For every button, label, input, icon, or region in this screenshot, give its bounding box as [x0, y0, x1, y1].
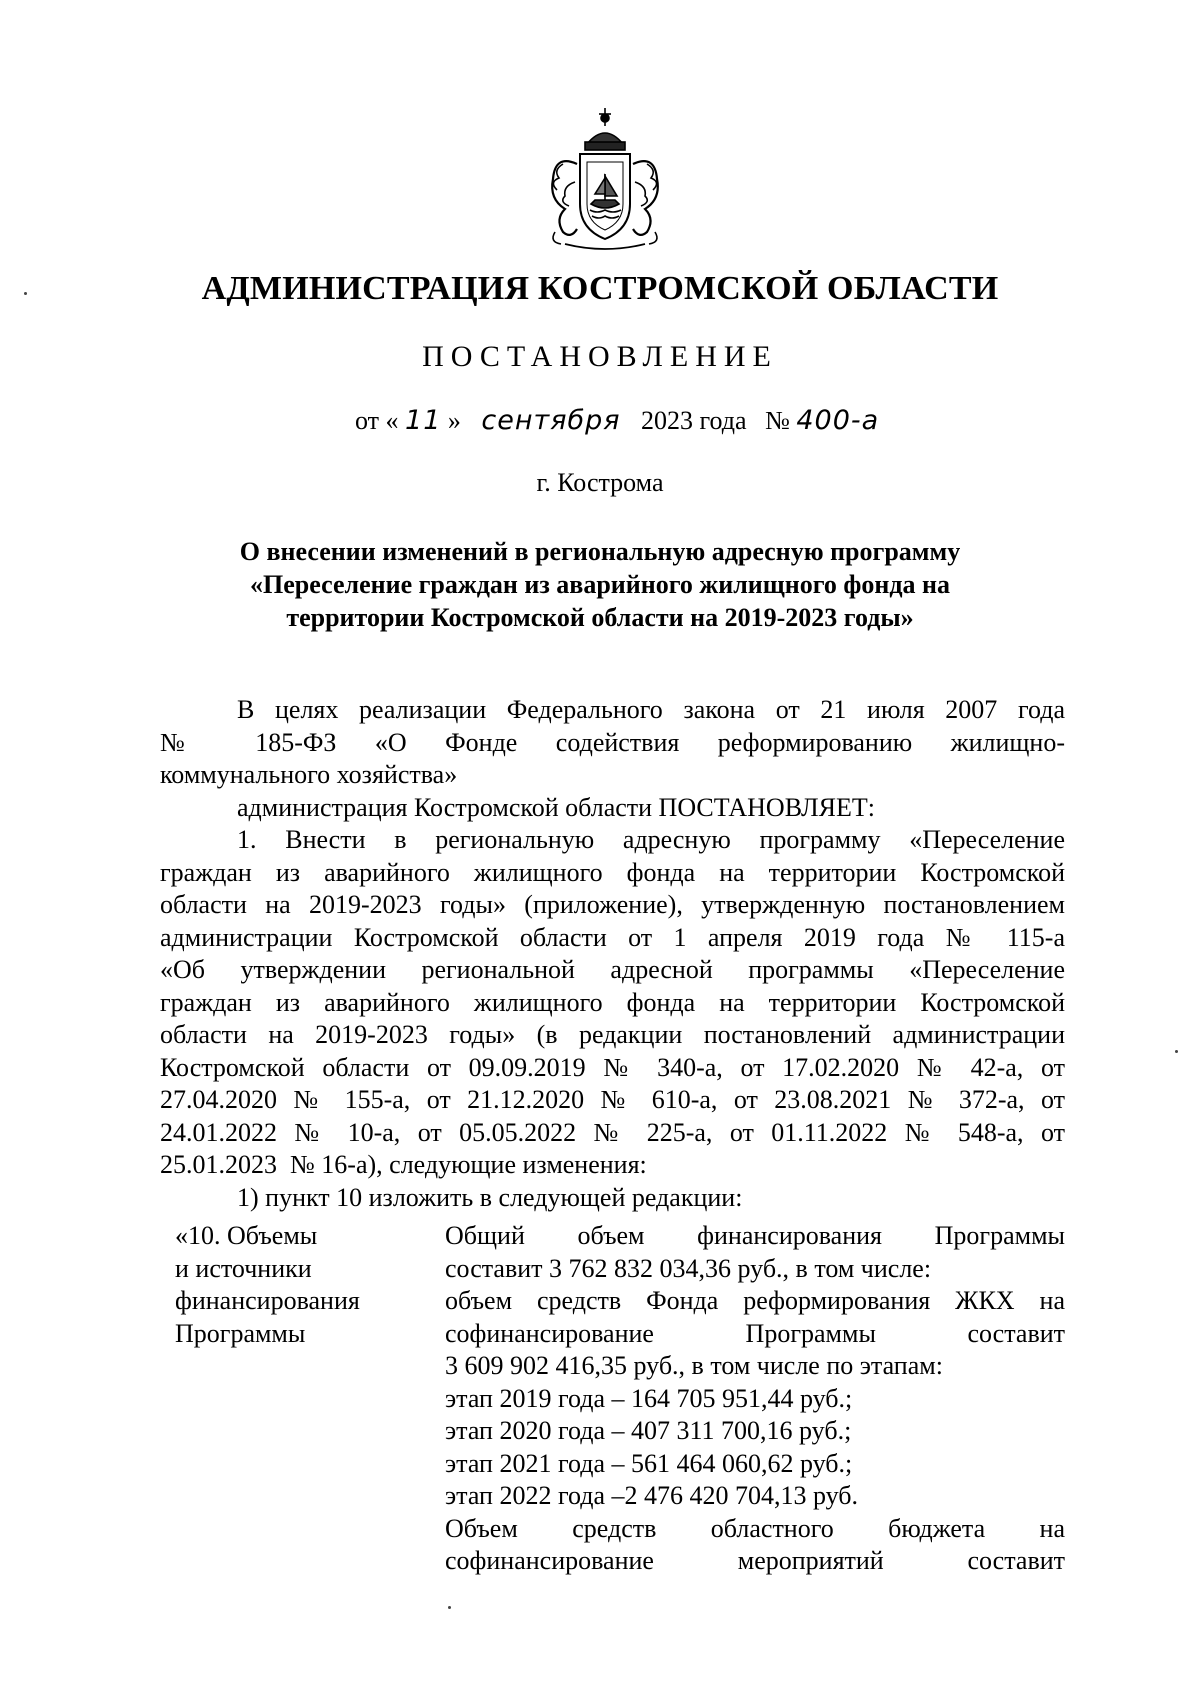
organization-title: АДМИНИСТРАЦИЯ КОСТРОМСКОЙ ОБЛАСТИ: [201, 270, 999, 307]
table-value-line: этап 2019 года – 164 705 951,44 руб.;: [445, 1383, 853, 1413]
table-value-line: этап 2020 года – 407 311 700,16 руб.;: [445, 1416, 852, 1445]
table-label-line: и источники: [175, 1253, 312, 1283]
body-line: области на 2019-2023 годы» (приложение), утвержденную постановлением: [160, 890, 1065, 919]
scan-speck: [1175, 1050, 1178, 1053]
financing-table-value-column: [445, 1220, 1065, 1578]
body-line: администрации Костромской области от 1 апреля 2019 года № 115-а: [160, 922, 1065, 952]
body-line: коммунального хозяйства»: [160, 760, 458, 789]
table-value-line: составит 3 762 832 034,36 руб., в том числе:: [445, 1253, 932, 1283]
table-value-line: этап 2022 года –2 476 420 704,13 руб.: [445, 1481, 859, 1510]
table-value-line: объем средств Фонда реформирования ЖКХ на: [445, 1286, 1065, 1315]
table-label-line: Программы: [175, 1318, 306, 1348]
subject-line: территории Костромской области на 2019-2023 годы»: [286, 603, 914, 632]
body-line: граждан из аварийного жилищного фонда на территории Костромской: [160, 987, 1065, 1017]
body-line: 25.01.2023 № 16-а), следующие изменения:: [160, 1150, 647, 1179]
financing-table-label-column: [175, 1220, 425, 1350]
body-line: Костромской области от 09.09.2019 № 340-а, от 17.02.2020 № 42-а, от: [160, 1052, 1065, 1082]
table-value-line: Общий объем финансирования Программы: [445, 1221, 1065, 1250]
subject-line: О внесении изменений в региональную адресную программу: [239, 537, 961, 566]
body-line: 27.04.2020 № 155-а, от 21.12.2020 № 610-а, от 23.08.2021 № 372-а, от: [160, 1085, 1065, 1114]
table-label-line: «10. Объемы: [175, 1221, 318, 1250]
scan-speck: [24, 292, 27, 295]
city-line: г. Кострома: [536, 468, 664, 497]
number-sign: №: [765, 406, 790, 435]
body-line: № 185-ФЗ «О Фонде содействия реформированию жилищно-: [160, 727, 1065, 757]
document-date-line: [355, 405, 879, 436]
date-year: 2023 года: [641, 406, 747, 435]
body-line: В целях реализации Федерального закона от 21 июля 2007 года: [237, 695, 1065, 724]
document-number: 400-а: [796, 405, 880, 436]
coat-of-arms-icon: [535, 104, 675, 254]
document-subject: [160, 535, 1040, 634]
body-line: администрация Костромской области ПОСТАНОВЛЯЕТ:: [237, 792, 876, 822]
scan-speck: [448, 1606, 451, 1609]
date-prefix: от «: [355, 406, 399, 435]
table-label-line: финансирования: [175, 1286, 360, 1315]
body-line: 1. Внести в региональную адресную программу «Переселение: [237, 825, 1065, 854]
table-value-line: софинансирование мероприятий составит: [445, 1546, 1065, 1575]
table-value-line: софинансирование Программы составит: [445, 1318, 1065, 1348]
body-line: «Об утверждении региональной адресной программы «Переселение: [160, 955, 1065, 984]
table-value-line: 3 609 902 416,35 руб., в том числе по этапам:: [445, 1351, 943, 1380]
date-close-quote: »: [447, 406, 461, 435]
date-day: 11: [405, 405, 442, 436]
table-value-line: Объем средств областного бюджета на: [445, 1513, 1065, 1543]
date-month: сентября: [481, 405, 621, 436]
document-type: ПОСТАНОВЛЕНИЕ: [422, 340, 778, 373]
body-line: 24.01.2022 № 10-а, от 05.05.2022 № 225-а, от 01.11.2022 № 548-а, от: [160, 1117, 1065, 1147]
body-text: [160, 694, 1065, 1214]
body-line: граждан из аварийного жилищного фонда на территории Костромской: [160, 857, 1065, 887]
body-line: области на 2019-2023 годы» (в редакции постановлений администрации: [160, 1020, 1065, 1049]
table-value-line: этап 2021 года – 561 464 060,62 руб.;: [445, 1448, 853, 1478]
body-line: 1) пункт 10 изложить в следующей редакции:: [237, 1182, 743, 1212]
subject-line: «Переселение граждан из аварийного жилищного фонда на: [250, 570, 950, 599]
